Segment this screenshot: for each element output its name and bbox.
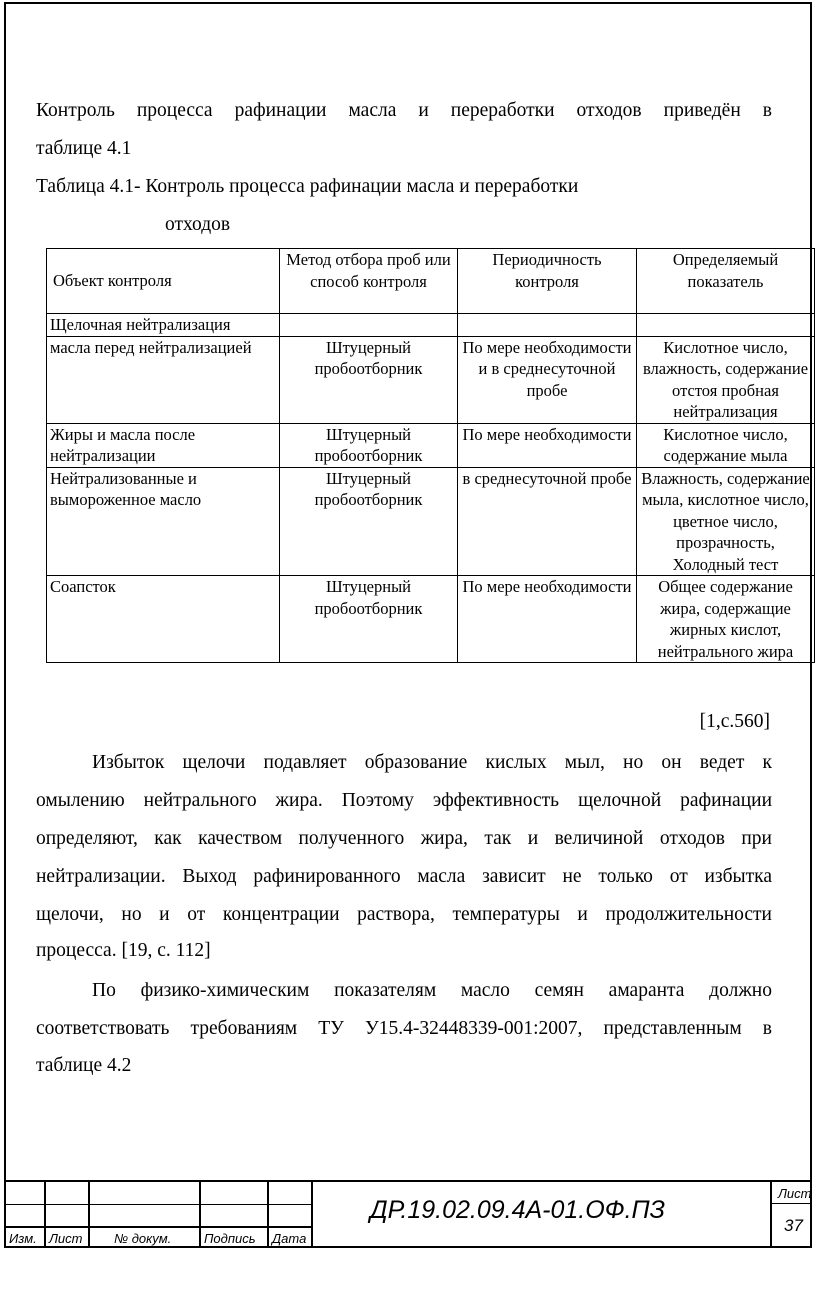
para1-line-4: нейтрализации. Выход рафинированного масла зависит не только от избытка <box>36 866 772 887</box>
stamp-label-sign: Подпись <box>204 1231 256 1246</box>
cell-method: Штуцерный пробоотборник <box>280 336 458 423</box>
para1-line-5: щелочи, но и от концентрации раствора, температуры и продолжительности <box>36 904 772 925</box>
stamp-label-izm: Изм. <box>9 1231 37 1246</box>
table-caption-line-2: отходов <box>165 214 231 235</box>
document-number: ДР.19.02.09.4А-01.ОФ.ПЗ <box>370 1196 665 1224</box>
stamp-label-doc: № докум. <box>114 1231 172 1246</box>
cell-periodicity: в среднесуточной пробе <box>458 467 637 576</box>
cell-indicator: Общее содержание жира, содержащие жирных кислот, нейтрального жира <box>637 576 815 663</box>
table-caption-line-1: Таблица 4.1- Контроль процесса рафинации масла и переработки <box>36 176 579 197</box>
sheet-label: Лист <box>778 1186 812 1201</box>
sheet-number: 37 <box>784 1216 803 1235</box>
cell-object: Нейтрализованные и вымороженное масло <box>47 467 280 576</box>
para2-line-3: таблице 4.2 <box>36 1055 132 1076</box>
cell-indicator: Кислотное число, влажность, содержание отстоя пробная нейтрализация <box>637 336 815 423</box>
cell-object: Соапсток <box>47 576 280 663</box>
cell-object: масла перед нейтрализацией <box>47 336 280 423</box>
para2-line-2: соответствовать требованиям ТУ У15.4-32448339-001:2007, представленным в <box>36 1018 772 1039</box>
cell-periodicity: По мере необходимости и в среднесуточной пробе <box>458 336 637 423</box>
cell-periodicity: По мере необходимости <box>458 576 637 663</box>
para1-line-3: определяют, как качеством полученного жира, так и величиной отходов при <box>36 828 772 849</box>
header-periodicity: Периодичность контроля <box>458 249 637 314</box>
cell-indicator: Кислотное число, содержание мыла <box>637 423 815 467</box>
cell-method: Штуцерный пробоотборник <box>280 467 458 576</box>
table-row <box>47 423 815 467</box>
para2-line-1: По физико-химическим показателям масло семян амаранта должно <box>92 980 772 1001</box>
cell-object: Жиры и масла после нейтрализации <box>47 423 280 467</box>
header-method: Метод отбора проб или способ контроля <box>280 249 458 314</box>
table-header-row <box>47 249 815 314</box>
header-object: Объект контроля <box>47 249 280 314</box>
stamp-label-date: Дата <box>272 1231 307 1246</box>
table-reference: [1,с.560] <box>699 711 770 732</box>
intro-line-1: Контроль процесса рафинации масла и переработки отходов приведён в <box>36 100 772 121</box>
table-row <box>47 467 815 576</box>
header-indicator: Определяемый показатель <box>637 249 815 314</box>
control-table <box>46 248 815 663</box>
table-section-row <box>47 314 815 337</box>
cell-periodicity: По мере необходимости <box>458 423 637 467</box>
table-row <box>47 336 815 423</box>
section-label: Щелочная нейтрализация <box>47 314 280 337</box>
cell-method: Штуцерный пробоотборник <box>280 423 458 467</box>
cell-indicator: Влажность, содержание мыла, кислотное число, цветное число, прозрачность, Холодный тест <box>637 467 815 576</box>
cell-method: Штуцерный пробоотборник <box>280 576 458 663</box>
stamp-label-list: Лист <box>49 1231 83 1246</box>
para1-line-2: омылению нейтрального жира. Поэтому эффективность щелочной рафинации <box>36 790 772 811</box>
para1-line-1: Избыток щелочи подавляет образование кислых мыл, но он ведет к <box>92 752 772 773</box>
table-row <box>47 576 815 663</box>
para1-line-6: процесса. [19, с. 112] <box>36 940 211 961</box>
intro-line-2: таблице 4.1 <box>36 138 132 159</box>
